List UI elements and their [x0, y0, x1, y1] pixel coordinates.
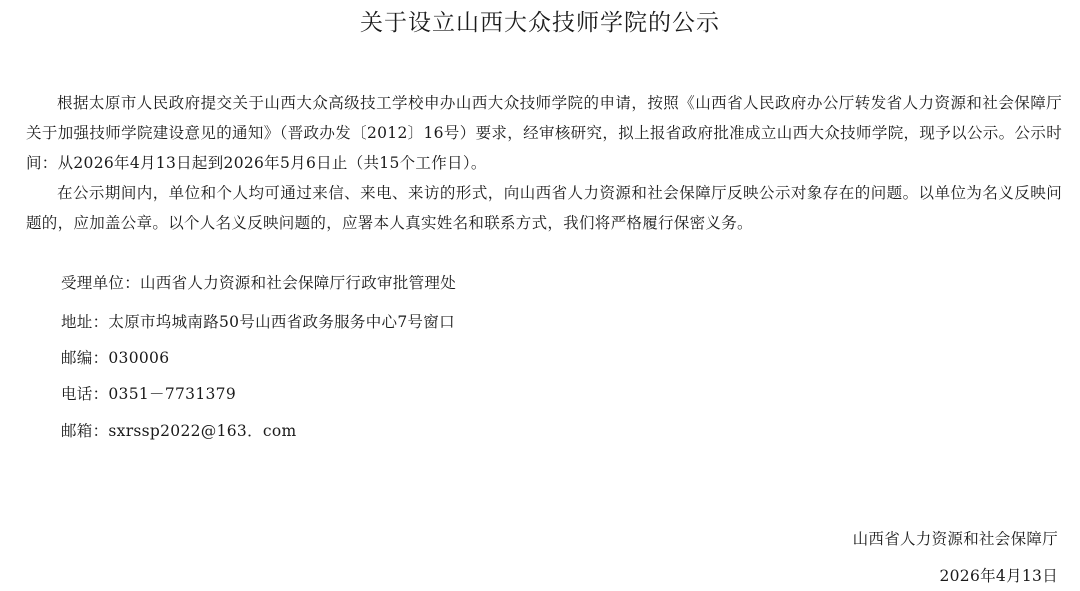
contact-email: 邮箱：sxrssp2022@163．com: [61, 422, 297, 440]
notice-body: [26, 88, 1062, 238]
contact-unit: 受理单位：山西省人力资源和社会保障厅行政审批管理处: [61, 274, 457, 292]
page-title: 关于设立山西大众技师学院的公示: [360, 10, 720, 36]
contact-address: 地址：太原市坞城南路50号山西省政务服务中心7号窗口: [61, 313, 455, 331]
issue-date: 2026年4月13日: [939, 567, 1058, 585]
paragraph-feedback: 在公示期间内，单位和个人均可通过来信、来电、来访的形式，向山西省人力资源和社会保障厅反映公示对象存在的问题。以单位为名义反映问题的，应加盖公章。以个人名义反映问题的，应署本人真实姓名和联系方式，我们将严格履行保密义务。: [26, 184, 1062, 232]
contact-phone: 电话：0351－7731379: [61, 385, 236, 403]
paragraph-application: 根据太原市人民政府提交关于山西大众高级技工学校申办山西大众技师学院的申请，按照《山西省人民政府办公厅转发省人力资源和社会保障厅关于加强技师学院建设意见的通知》（晋政办发〔2012〕16号）要求，经审核研究，拟上报省政府批准成立山西大众技师学院，现予以公示。公示时间：从2026年4月13日起到2026年5月6日止（共15个工作日）。: [26, 94, 1062, 172]
issuer-signature: 山西省人力资源和社会保障厅: [852, 530, 1058, 548]
contact-postcode: 邮编：030006: [61, 349, 170, 367]
